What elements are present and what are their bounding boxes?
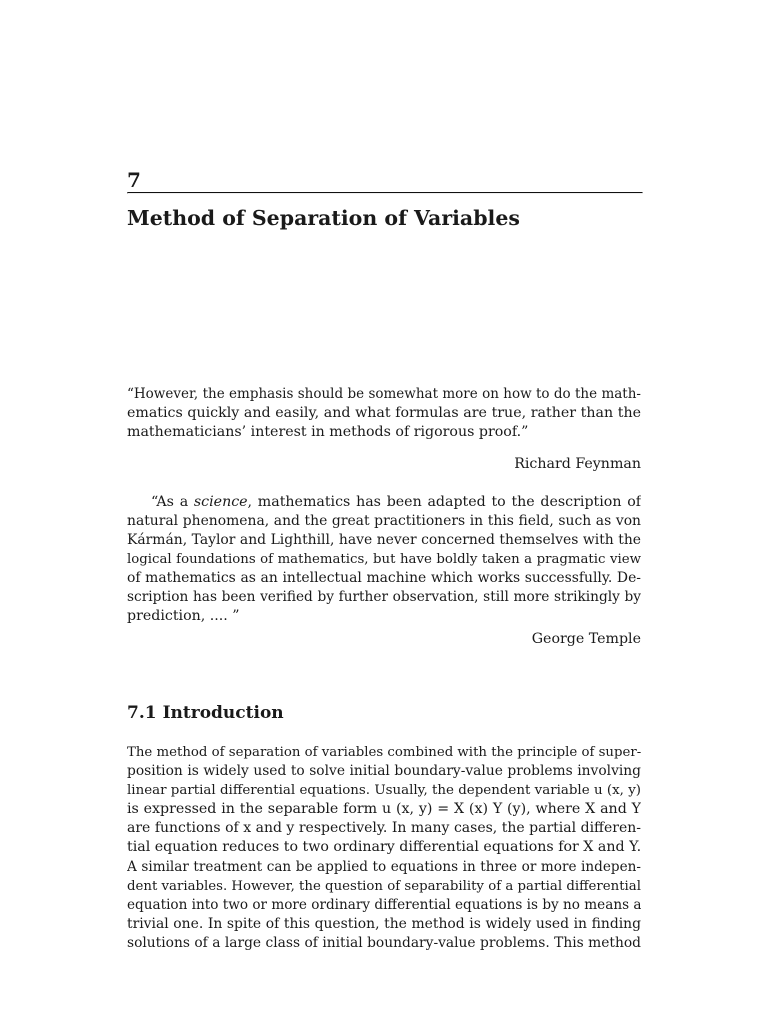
body-line: A similar treatment can be applied to equations in three or more indepen- [127, 858, 641, 875]
epigraph-text: , mathematics has been adapted to the description of [247, 494, 641, 510]
epigraph-line: Kármán, Taylor and Lighthill, have never concerned themselves with the [127, 532, 641, 548]
chapter-number: 7 [127, 168, 141, 192]
body-line: tial equation reduces to two ordinary differential equations for X and Y. [127, 839, 641, 856]
epigraph-line: prediction, .... ” [127, 608, 240, 624]
body-line: position is widely used to solve initial boundary-value problems involving [127, 763, 641, 780]
epigraph-line: mathematicians’ interest in methods of rigorous proof.” [127, 424, 529, 440]
epigraph-line [127, 493, 641, 512]
body-line: is expressed in the separable form u (x, y) = X (x) Y (y), where X and Y [127, 801, 641, 818]
section-heading [127, 703, 284, 723]
body-line: solutions of a large class of initial boundary-value problems. This method [127, 934, 641, 951]
epigraph-line: logical foundations of mathematics, but have boldly taken a pragmatic view [127, 552, 641, 567]
epigraph-line: ematics quickly and easily, and what formulas are true, rather than the [127, 405, 641, 421]
section-number: 7.1 [127, 703, 157, 723]
body-line: equation into two or more ordinary differential equations is by no means a [127, 896, 641, 913]
body-line: linear partial differential equations. Usually, the dependent variable u (x, y) [127, 783, 641, 799]
epigraph-emphasis: science [193, 494, 248, 510]
chapter-title: Method of Separation of Variables [127, 206, 520, 230]
epigraph-text: “As a [151, 494, 194, 510]
body-line: trivial one. In spite of this question, the method is widely used in finding [127, 915, 641, 932]
epigraph-line: scription has been verified by further observation, still more strikingly by [127, 589, 641, 605]
body-line: dent variables. However, the question of separability of a partial differential [127, 878, 641, 894]
epigraph-author-temple: George Temple [531, 631, 641, 647]
epigraph-temple [127, 493, 641, 626]
epigraph-feynman [127, 385, 641, 442]
epigraph-line: “However, the emphasis should be somewhat more on how to do the math- [127, 386, 641, 402]
section-body [127, 743, 641, 953]
section-title: Introduction [162, 703, 284, 723]
body-line: are functions of x and y respectively. In many cases, the partial differen- [127, 820, 641, 837]
body-line: The method of separation of variables combined with the principle of super- [127, 745, 641, 760]
epigraph-author-feynman: Richard Feynman [514, 456, 641, 472]
chapter-rule [127, 192, 643, 194]
epigraph-line: of mathematics as an intellectual machine which works successfully. De- [127, 570, 641, 586]
epigraph-line: natural phenomena, and the great practitioners in this field, such as von [127, 513, 641, 529]
